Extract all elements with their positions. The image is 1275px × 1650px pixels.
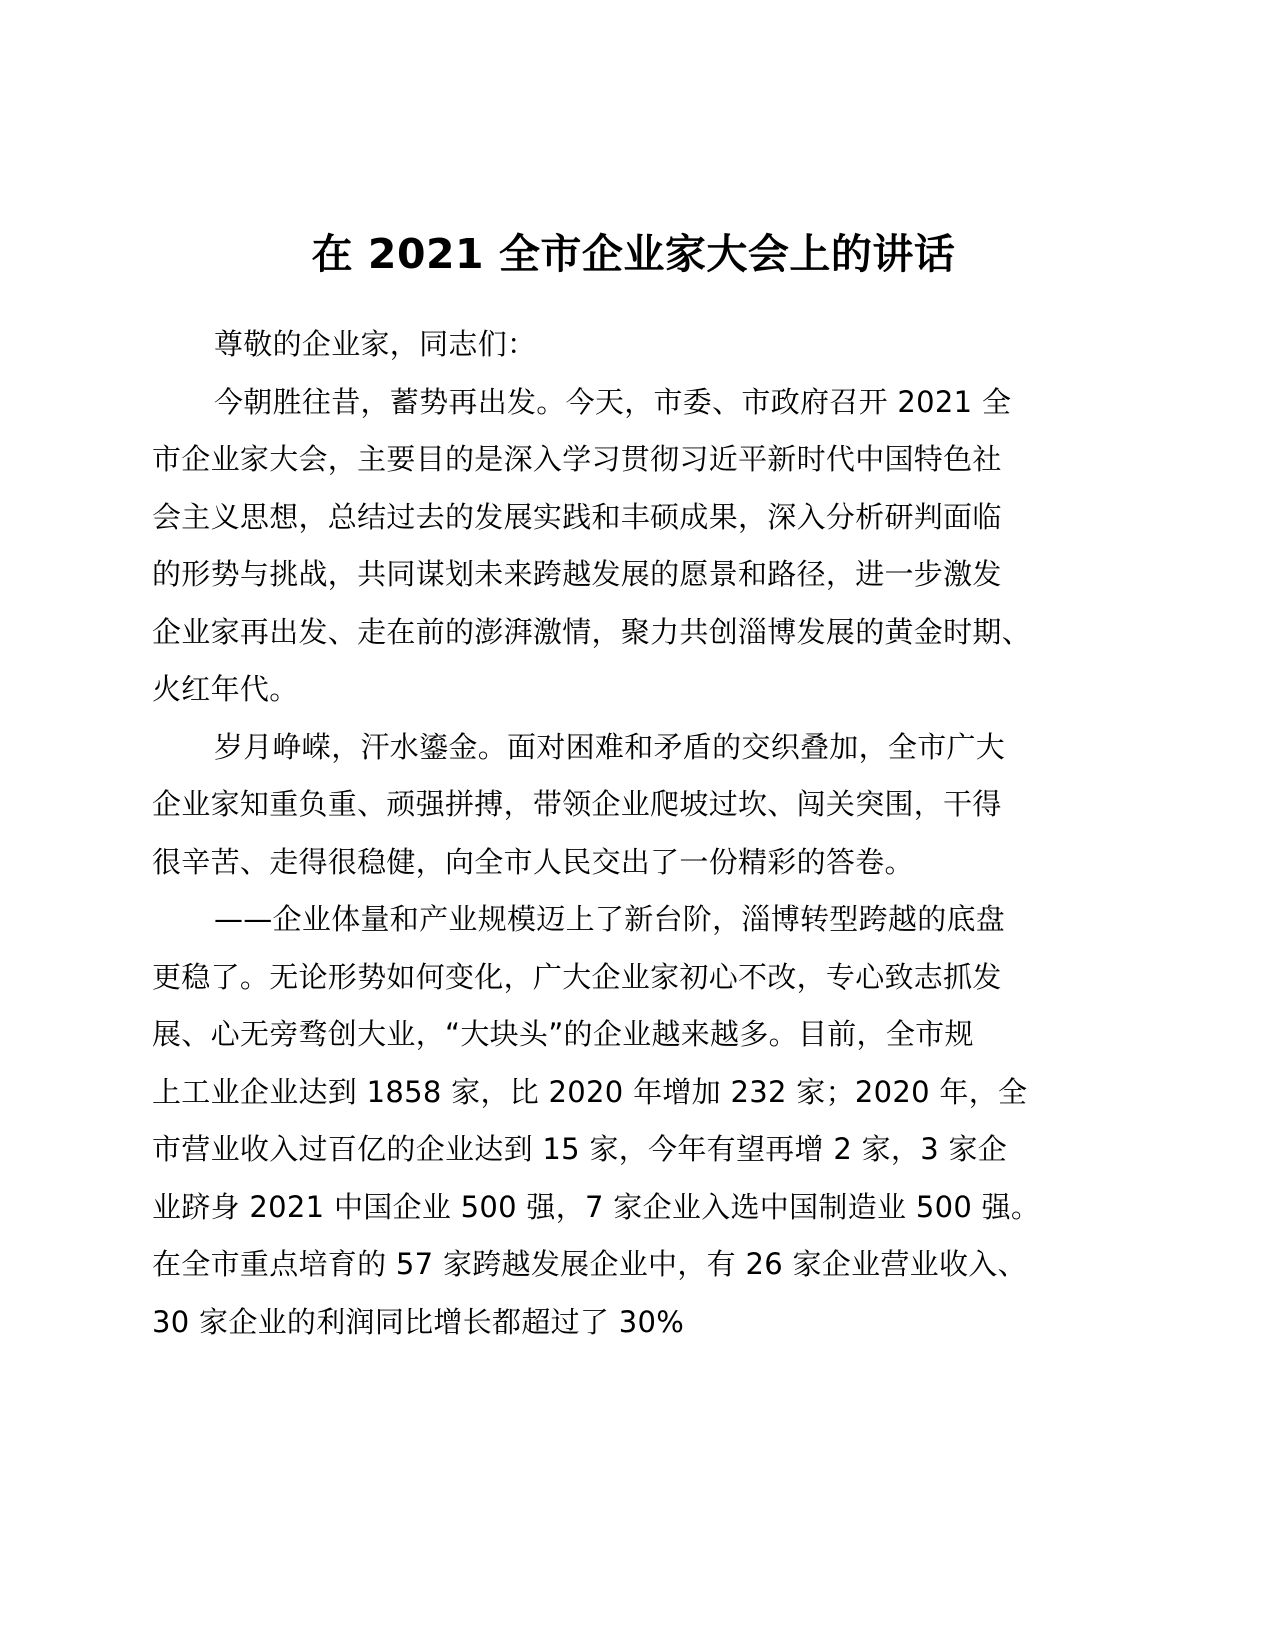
- text-line: 今朝胜往昔，蓄势再出发。今天，市委、市政府召开 2021 全: [214, 384, 1012, 419]
- salutation: 尊敬的企业家，同志们：: [214, 327, 537, 361]
- text-line: 企业家再出发、走在前的澎湃激情，聚力共创淄博发展的黄金时期、: [152, 614, 1032, 649]
- text-line: 市企业家大会，主要目的是深入学习贯彻习近平新时代中国特色社: [152, 442, 1002, 476]
- document-body: [152, 316, 1105, 1351]
- document-title: 在 2021 全市企业家大会上的讲话: [311, 230, 956, 278]
- text-line: 在全市重点培育的 57 家跨越发展企业中，有 26 家企业营业收入、: [152, 1247, 1027, 1281]
- paragraph-opening: [152, 374, 1105, 719]
- text-line: 的形势与挑战，共同谋划未来跨越发展的愿景和路径，进一步激发: [152, 557, 1002, 591]
- paragraph-achievements: [152, 719, 1105, 892]
- paragraph-enterprise-scale: [152, 891, 1105, 1351]
- text-line: 市营业收入过百亿的企业达到 15 家，今年有望再增 2 家，3 家企: [152, 1132, 1008, 1166]
- text-line: ——企业体量和产业规模迈上了新台阶，淄博转型跨越的底盘: [214, 902, 1006, 936]
- text-line: 业跻身 2021 中国企业 500 强，7 家企业入选中国制造业 500 强。: [152, 1189, 1041, 1224]
- text-line: 很辛苦、走得很稳健，向全市人民交出了一份精彩的答卷。: [152, 844, 914, 879]
- text-line: 展、心无旁骛创大业，“大块头”的企业越来越多。目前，全市规: [152, 1017, 974, 1051]
- text-line: 岁月峥嵘，汗水鎏金。面对困难和矛盾的交织叠加，全市广大: [214, 729, 1006, 764]
- text-line: 企业家知重负重、顽强拼搏，带领企业爬坡过坎、闯关突围，干得: [152, 787, 1002, 821]
- text-line: 会主义思想，总结过去的发展实践和丰硕成果，深入分析研判面临: [152, 499, 1002, 534]
- text-line: 上工业企业达到 1858 家，比 2020 年增加 232 家；2020 年，全: [152, 1074, 1028, 1109]
- text-line: 更稳了。无论形势如何变化，广大企业家初心不改，专心致志抓发: [152, 959, 1002, 994]
- text-line: 30 家企业的利润同比增长都超过了 30%: [152, 1304, 685, 1339]
- text-line: 火红年代。: [152, 672, 299, 706]
